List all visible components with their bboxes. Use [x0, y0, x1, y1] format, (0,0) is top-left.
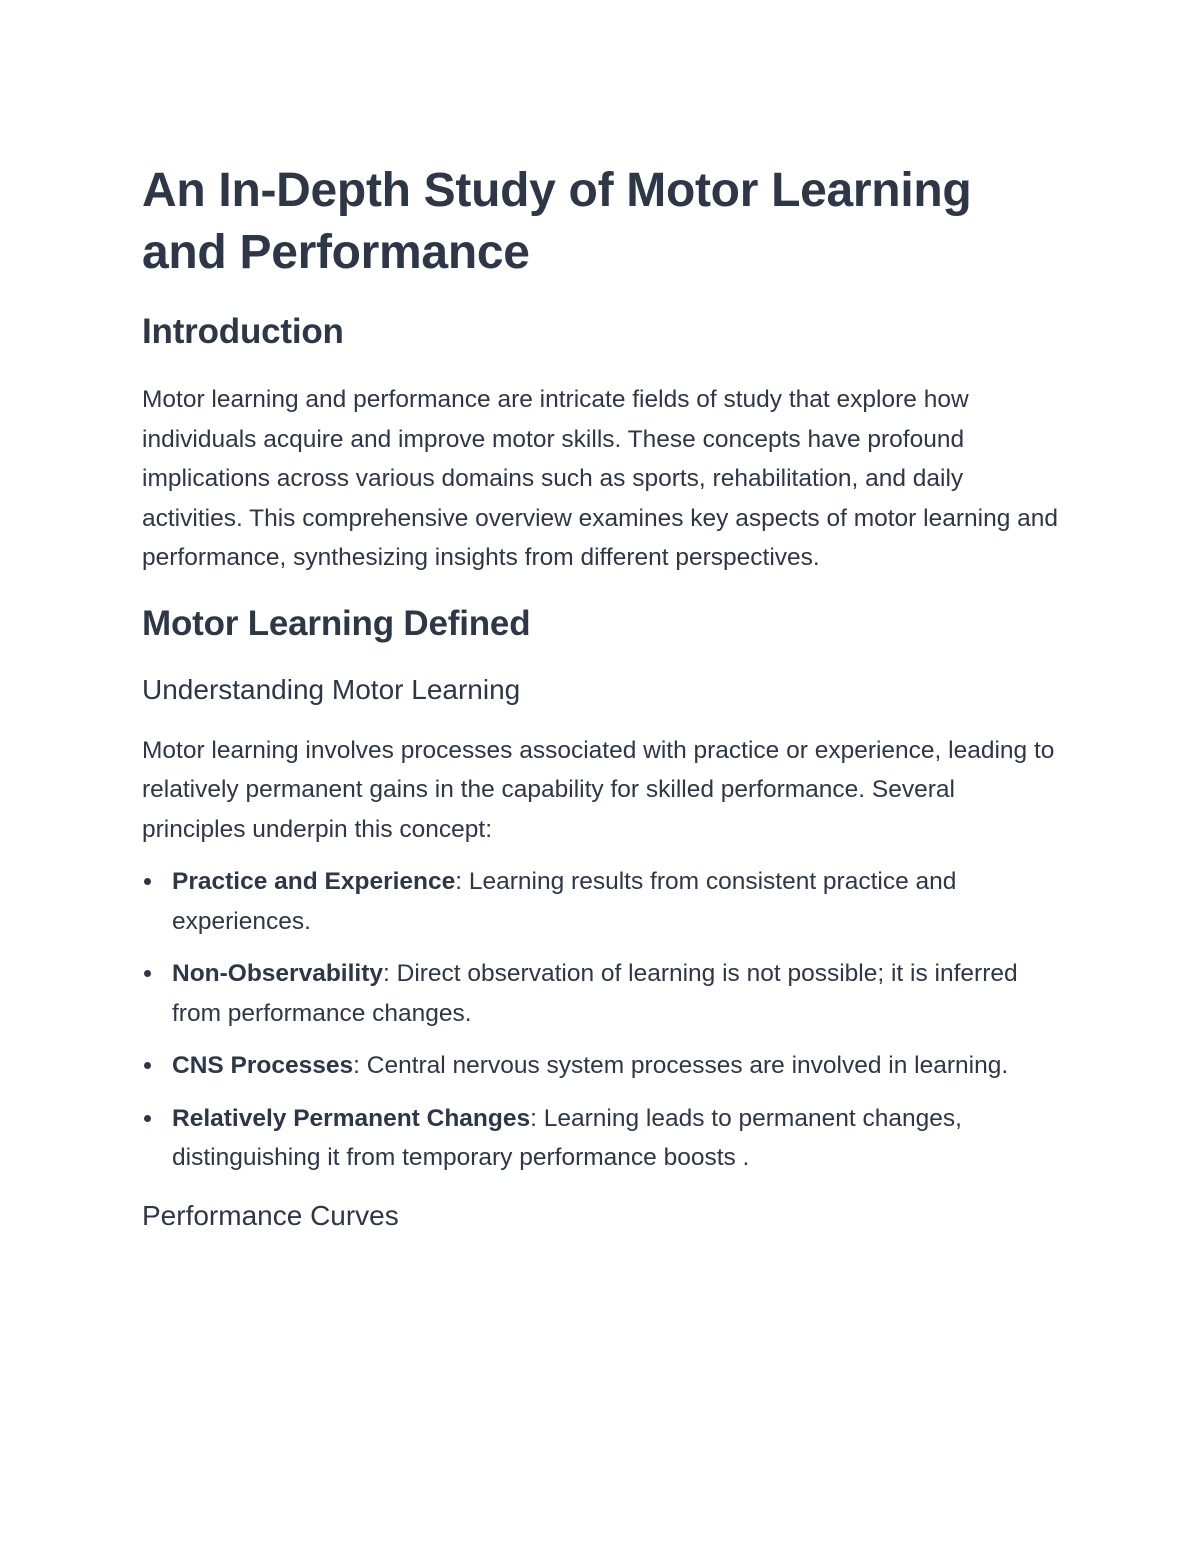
bullet-term: Non-Observability — [172, 960, 384, 987]
bullet-text: : Learning leads to permanent changes, distinguishing it from temporary performance boosts . — [172, 1104, 962, 1171]
bullet-dot-icon — [144, 1115, 151, 1122]
introduction-heading: Introduction — [142, 312, 344, 351]
list-item — [142, 862, 1060, 941]
bullet-text: : Direct observation of learning is not possible; it is inferred from performance changes. — [172, 960, 1018, 1027]
understanding-paragraph: Motor learning involves processes associated with practice or experience, leading to relatively permanent gains in the capability for skilled performance. Several principles underpin this concept: — [142, 736, 1055, 843]
motor-learning-defined-heading: Motor Learning Defined — [142, 603, 531, 643]
list-item — [142, 954, 1060, 1033]
introduction-paragraph: Motor learning and performance are intricate fields of study that explore how individuals acquire and improve motor skills. These concepts have profound implications across various domains such as sports, rehabilitation, and daily activities. This comprehensive overview examines key aspects of motor learning and performance, synthesizing insights from different perspectives. — [142, 386, 1058, 571]
bullet-term: Practice and Experience — [172, 868, 456, 895]
document-title: An In-Depth Study of Motor Learning and Performance — [142, 164, 972, 279]
bullet-text: : Central nervous system processes are involved in learning. — [353, 1052, 1009, 1079]
bullet-term: Relatively Permanent Changes — [172, 1104, 531, 1132]
list-item — [142, 1046, 1060, 1086]
performance-curves-heading: Performance Curves — [142, 1199, 399, 1231]
bullet-dot-icon — [144, 970, 151, 977]
list-item — [142, 1099, 1060, 1178]
principles-list — [142, 862, 1060, 1178]
bullet-text: : Learning results from consistent practice and experiences. — [172, 868, 957, 935]
understanding-motor-learning-heading: Understanding Motor Learning — [142, 673, 521, 705]
bullet-term: CNS Processes — [172, 1052, 354, 1079]
bullet-dot-icon — [144, 878, 151, 885]
bullet-dot-icon — [144, 1062, 151, 1069]
